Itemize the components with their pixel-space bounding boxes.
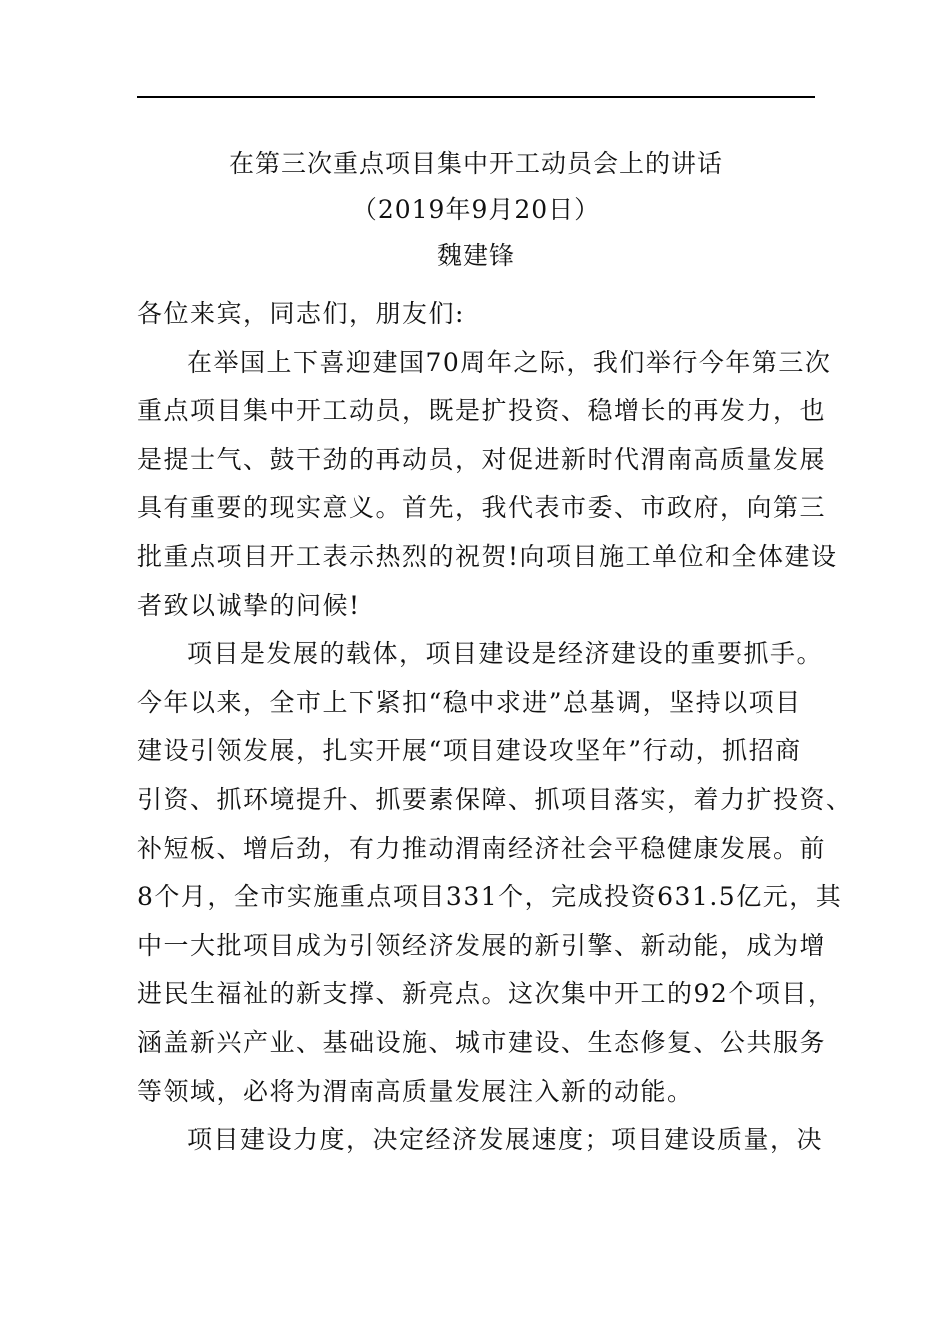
body-line: 项目是发展的载体，项目建设是经济建设的重要抓手。: [187, 639, 824, 669]
body-line: 8个月，全市实施重点项目331个，完成投资631.5亿元，其: [137, 882, 843, 912]
header-rule: [137, 96, 815, 98]
body-line: 等领域，必将为渭南高质量发展注入新的动能。: [137, 1076, 694, 1106]
body-line: 涵盖新兴产业、基础设施、城市建设、生态修复、公共服务: [137, 1027, 827, 1057]
title-block: [137, 141, 815, 279]
speech-title: 在第三次重点项目集中开工动员会上的讲话: [228, 149, 723, 178]
body-line: 进民生福祉的新支撑、新亮点。这次集中开工的92个项目，: [137, 979, 835, 1009]
body-line: 项目建设力度，决定经济发展速度；项目建设质量，决: [187, 1125, 824, 1155]
body-line: 中一大批项目成为引领经济发展的新引擎、新动能，成为增: [137, 930, 827, 960]
body-line: 具有重要的现实意义。首先，我代表市委、市政府，向第三: [137, 493, 827, 523]
speech-body: [137, 290, 853, 1165]
body-line: 在举国上下喜迎建国70周年之际，我们举行今年第三次: [187, 347, 832, 377]
body-line: 批重点项目开工表示热烈的祝贺!向项目施工单位和全体建设: [137, 541, 838, 571]
body-line: 补短板、增后劲，有力推动渭南经济社会平稳健康发展。前: [137, 833, 827, 863]
body-line: 今年以来，全市上下紧扣“稳中求进”总基调，坚持以项目: [137, 687, 802, 717]
speech-author: 魏建锋: [436, 241, 515, 270]
speech-date: （2019年9月20日）: [351, 195, 601, 224]
body-line: 建设引领发展，扎实开展“项目建设攻坚年”行动，抓招商: [137, 736, 802, 766]
body-line: 重点项目集中开工动员，既是扩投资、稳增长的再发力，也: [137, 396, 827, 426]
body-line: 是提士气、鼓干劲的再动员，对促进新时代渭南高质量发展: [137, 444, 827, 474]
body-line: 各位来宾，同志们，朋友们:: [137, 299, 465, 328]
body-line: 引资、抓环境提升、抓要素保障、抓项目落实，着力扩投资、: [137, 784, 853, 814]
body-line: 者致以诚挚的问候!: [137, 590, 361, 620]
